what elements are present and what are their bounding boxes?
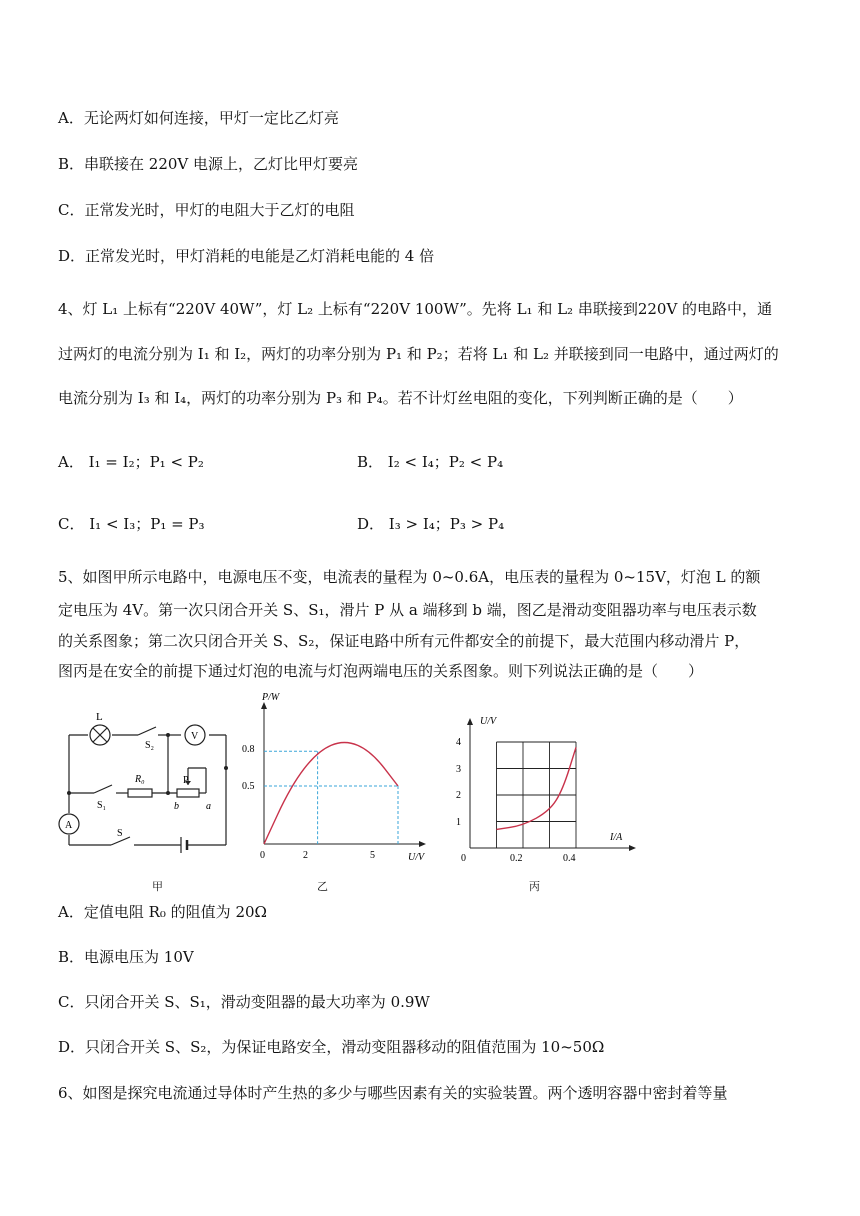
- q3-option-c: C．正常发光时，甲灯的电阻大于乙灯的电阻: [58, 201, 355, 219]
- q3-option-a: A．无论两灯如何连接，甲灯一定比乙灯亮: [58, 109, 339, 127]
- q3-option-b: B．串联接在 220V 电源上，乙灯比甲灯要亮: [58, 155, 359, 173]
- q5-stem-line-3: 的关系图象；第二次只闭合开关 S、S₂，保证电路中所有元件都安全的前提下，最大范围内移动滑片 P，: [58, 632, 750, 650]
- q5-stem-line-4: 图丙是在安全的前提下通过灯泡的电流与灯泡两端电压的关系图象。则下列说法正确的是（ ）: [58, 662, 704, 680]
- end-b-label: b: [174, 801, 179, 812]
- q5-option-d: D．只闭合开关 S、S₂，为保证电路安全，滑动变阻器移动的阻值范围为 10~50Ω: [58, 1038, 605, 1056]
- caption-jia: 甲: [152, 880, 163, 893]
- circuit-diagram: [56, 705, 236, 885]
- switch-s2-label: S₂: [145, 740, 155, 751]
- q3-option-d: D．正常发光时，甲灯消耗的电能是乙灯消耗电能的 4 倍: [58, 247, 435, 265]
- r0-label: R₀: [135, 774, 145, 785]
- bing-ylabel: U/V: [480, 716, 497, 727]
- q4-stem-line-2: 过两灯的电流分别为 I₁ 和 I₂，两灯的功率分别为 P₁ 和 P₂；若将 L₁ 和 L₂ 并联接到同一电路中，通过两灯的: [58, 345, 779, 363]
- bing-lamp-curve: [497, 747, 577, 829]
- bing-ytick-3: 4: [456, 737, 461, 748]
- chart-bing: [456, 712, 646, 862]
- yi-x-arrow: [419, 841, 426, 847]
- bing-ytick-2: 3: [456, 764, 461, 775]
- yi-y-arrow: [261, 702, 267, 709]
- q4-option-a: A． I₁ = I₂；P₁ < P₂: [58, 453, 204, 471]
- q5-option-b: B．电源电压为 10V: [58, 948, 194, 966]
- switch-s-label: S: [117, 828, 123, 839]
- yi-ytick-1: 0.5: [242, 781, 255, 792]
- bing-ytick-1: 2: [456, 790, 461, 801]
- slider-p-label: P: [183, 775, 189, 786]
- bing-x-arrow: [629, 845, 636, 851]
- q5-stem-line-1: 5、如图甲所示电路中，电源电压不变，电流表的量程为 0~0.6A，电压表的量程为 0~15V，灯泡 L 的额: [58, 568, 761, 586]
- bing-xtick-0: 0: [461, 853, 466, 862]
- yi-ytick-0: 0.8: [242, 744, 255, 755]
- caption-yi: 乙: [317, 880, 328, 893]
- q4-option-b: B． I₂ < I₄；P₂ < P₄: [357, 453, 504, 471]
- q4-option-d: D． I₃ > I₄；P₃ > P₄: [357, 515, 505, 533]
- end-a-label: a: [206, 801, 211, 812]
- q4-option-c: C． I₁ < I₃；P₁ = P₃: [58, 515, 205, 533]
- bing-xtick-2: 0.4: [563, 853, 576, 862]
- lamp-label: L: [96, 711, 103, 723]
- q5-option-c: C．只闭合开关 S、S₁，滑动变阻器的最大功率为 0.9W: [58, 993, 430, 1011]
- yi-xtick-2: 5: [370, 850, 375, 861]
- bing-ytick-0: 1: [456, 817, 461, 828]
- switch-s1-label: S₁: [97, 800, 107, 811]
- ammeter-label: A: [65, 820, 73, 831]
- q5-stem-line-2: 定电压为 4V。第一次只闭合开关 S、S₁，滑片 P 从 a 端移到 b 端，图乙是滑动变阻器功率与电压表示数: [58, 601, 757, 619]
- voltmeter-label: V: [191, 731, 199, 742]
- yi-power-curve: [264, 743, 398, 845]
- q4-stem-line-1: 4、灯 L₁ 上标有“220V 40W”，灯 L₂ 上标有“220V 100W”。先将 L₁ 和 L₂ 串联接到220V 的电路中，通: [58, 300, 773, 318]
- bing-y-arrow: [467, 718, 473, 725]
- yi-xtick-0: 0: [260, 850, 265, 861]
- chart-yi: [240, 692, 440, 872]
- q4-stem-line-3: 电流分别为 I₃ 和 I₄，两灯的功率分别为 P₃ 和 P₄。若不计灯丝电阻的变化，下列判断正确的是（ ）: [58, 389, 743, 407]
- bing-xlabel: I/A: [610, 832, 623, 843]
- yi-xtick-1: 2: [303, 850, 308, 861]
- bing-xtick-1: 0.2: [510, 853, 523, 862]
- q5-option-a: A．定值电阻 R₀ 的阻值为 20Ω: [58, 903, 267, 921]
- yi-ylabel: P/W: [262, 692, 280, 703]
- caption-bing: 丙: [529, 880, 540, 893]
- yi-xlabel: U/V: [408, 852, 425, 863]
- q6-stem-line-1: 6、如图是探究电流通过导体时产生热的多少与哪些因素有关的实验装置。两个透明容器中密封着等量: [58, 1084, 728, 1102]
